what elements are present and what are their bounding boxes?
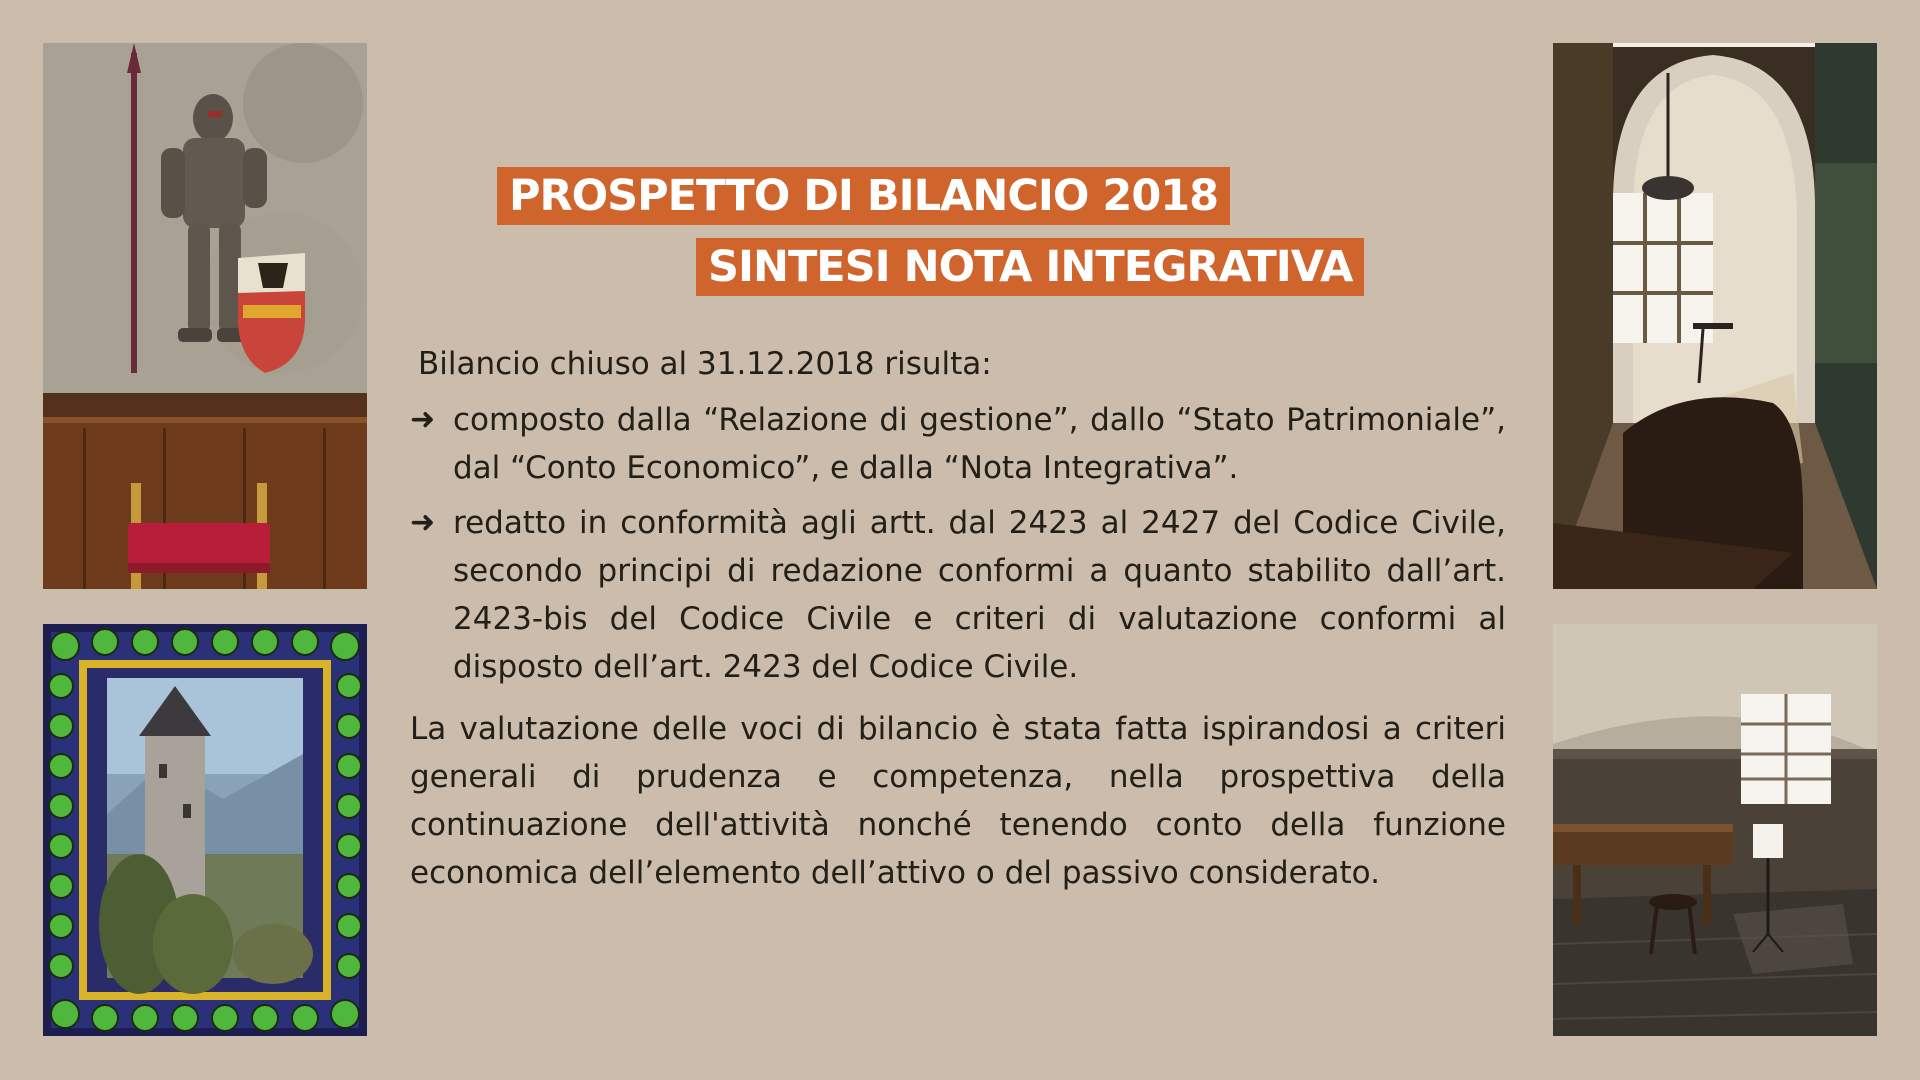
intro-text: Bilancio chiuso al 31.12.2018 risulta: [418,346,992,382]
main-content [410,340,1506,897]
arrow-right-icon: ➜ [410,402,436,437]
bullet-item-1 [410,396,1506,492]
photo-stained-glass-window [43,624,367,1036]
valuation-paragraph: La valutazione delle voci di bilancio è stata fatta ispirandosi a criteri generali di prudenza e competenza, nella prospettiva della continuazione dell'attività nonché tenendo conto della funzione economica dell’elemento dell’attivo o del passivo considerato. [410,711,1506,891]
photo-castle-hall [1553,43,1877,589]
bullet-text-2: redatto in conformità agli artt. dal 2423 al 2427 del Codice Civile, secondo principi di redazione conformi a quanto stabilito dall’art. 2423-bis del Codice Civile e criteri di valutazione conformi al disposto dell’art. 2423 del Codice Civile. [453,505,1506,685]
bullet-item-2 [410,499,1506,691]
bullet-text-1: composto dalla “Relazione di gestione”, dallo “Stato Patrimoniale”, dal “Conto Economico”, e dalla “Nota Integrativa”. [453,402,1506,486]
arrow-right-icon: ➜ [410,505,436,540]
photo-knight-fresco [43,43,367,589]
title-line-2: SINTESI NOTA INTEGRATIVA [696,238,1364,296]
title-line-1: PROSPETTO DI BILANCIO 2018 [497,167,1230,225]
photo-piano-room [1553,624,1877,1036]
